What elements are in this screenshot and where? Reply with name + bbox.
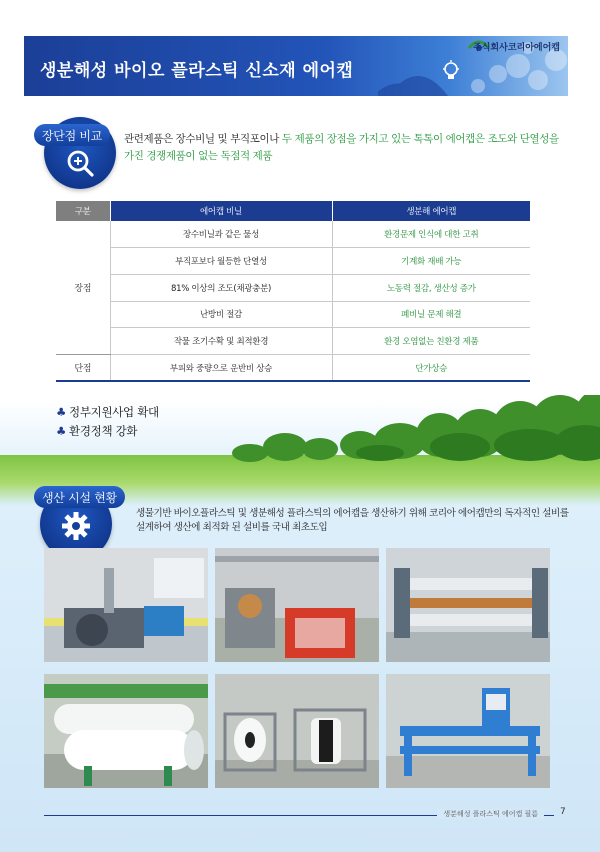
list-item	[56, 422, 159, 441]
photo-machine-1	[44, 548, 208, 662]
table-cell: 난방비 절감	[110, 301, 332, 328]
table-row	[56, 354, 530, 381]
bullet-text: 정부지원사업 확대	[69, 405, 159, 419]
table-header-row	[56, 201, 530, 221]
photo-rolls	[44, 674, 208, 788]
table-cell: 부피와 중량으로 운반비 상승	[110, 354, 332, 381]
facility-badge-label: 생산 시설 현황	[34, 486, 125, 508]
table-cell: 환경 오염없는 친환경 제품	[332, 328, 530, 355]
table-cell: 노동력 절감, 생산성 증가	[332, 274, 530, 301]
table-row	[56, 328, 530, 355]
compare-intro	[124, 131, 564, 165]
table-row	[56, 221, 530, 248]
page-number: 7	[560, 807, 566, 817]
facility-photo-6	[386, 674, 550, 788]
table-cell: 기계화 재배 가능	[332, 248, 530, 275]
brand-name	[473, 40, 560, 53]
photo-frame-machine	[386, 674, 550, 788]
table-cell: 장수비닐과 같은 물성	[110, 221, 332, 248]
page-title: 생분해성 바이오 플라스틱 신소재 에어캡	[40, 61, 354, 81]
brand-text: 주식회사코리아에어캡	[473, 43, 560, 53]
facility-description: 생물기반 바이오플라스틱 및 생분해성 플라스틱의 에어캡을 생산하기 위해 코리아 에어캡만의 독자적인 설비를 설계하여 생산에 최적화 된 설비를 국내 최초도입	[136, 508, 569, 533]
club-icon: ♣	[56, 405, 67, 419]
merits-label: 장점	[56, 221, 110, 354]
photo-machine-2	[215, 548, 379, 662]
facility-photo-1	[44, 548, 208, 662]
footer-caption: 생분해성 플라스틱 에어캡 필름	[437, 809, 544, 819]
club-icon: ♣	[56, 424, 67, 438]
compare-badge-label: 장단점 비교	[34, 124, 110, 146]
table-cell: 환경문제 인식에 대한 고취	[332, 221, 530, 248]
header-banner	[24, 36, 568, 96]
facility-photo-4	[44, 674, 208, 788]
demerits-label: 단점	[56, 354, 110, 381]
facility-photo-2	[215, 548, 379, 662]
table-cell: 81% 이상의 조도(채광충분)	[110, 274, 332, 301]
comparison-table	[56, 201, 530, 382]
table-row	[56, 274, 530, 301]
table-cell: 단가상승	[332, 354, 530, 381]
photo-winders	[215, 674, 379, 788]
photo-machine-3	[386, 548, 550, 662]
table-header-bio-aircap: 생분해 에어캡	[332, 201, 530, 221]
intro-highlight: 두 제품의 장점을 가지고 있는 톡톡이 에어캡은 조도와 단열성을 가진 경쟁제품이 없는 독점적 제품	[124, 133, 559, 162]
table-header-category: 구분	[56, 201, 110, 221]
list-item	[56, 403, 159, 422]
table-cell: 부직포보다 월등한 단열성	[110, 248, 332, 275]
facility-photo-5	[215, 674, 379, 788]
bullet-text: 환경정책 강화	[69, 424, 138, 438]
lightbulb-icon	[442, 60, 460, 84]
facility-photo-3	[386, 548, 550, 662]
intro-lead: 관련제품은 장수비닐 및 부직포이나	[124, 133, 282, 145]
table-row	[56, 301, 530, 328]
table-row	[56, 248, 530, 275]
table-cell: 폐비닐 문제 해결	[332, 301, 530, 328]
bullet-list	[56, 403, 159, 441]
table-header-aircap: 에어캡 비닐	[110, 201, 332, 221]
table-cell: 작물 조기수확 및 최적환경	[110, 328, 332, 355]
